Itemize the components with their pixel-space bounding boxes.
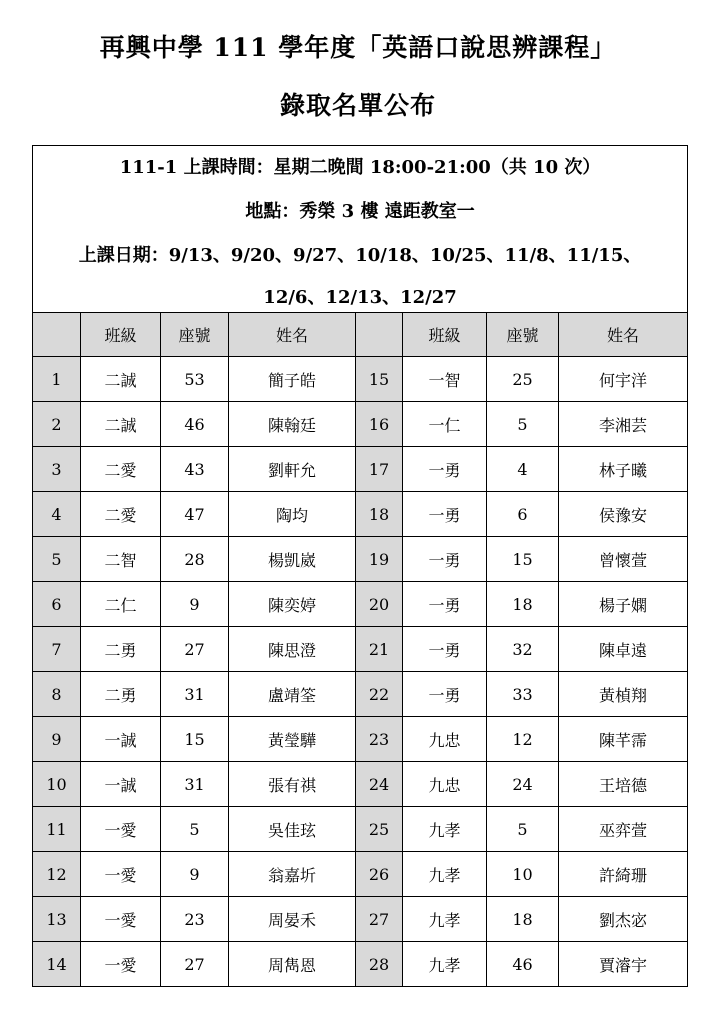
table-row [33,717,688,762]
class-cell: 二誠 [81,357,161,402]
class-cell: 九孝 [403,897,487,942]
row-number: 28 [356,942,403,987]
row-number: 12 [33,852,81,897]
name-cell: 陶均 [229,492,356,537]
name-cell: 侯豫安 [559,492,688,537]
row-number: 6 [33,582,81,627]
table-row [33,942,688,987]
table-row [33,492,688,537]
seat-cell: 23 [161,897,229,942]
table-row [33,807,688,852]
name-cell: 周雋恩 [229,942,356,987]
name-cell: 陳思澄 [229,627,356,672]
row-number: 27 [356,897,403,942]
header-no [356,313,403,357]
seat-cell: 5 [161,807,229,852]
row-number: 22 [356,672,403,717]
class-cell: 二智 [81,537,161,582]
class-cell: 二勇 [81,672,161,717]
header-seat: 座號 [487,313,559,357]
seat-cell: 5 [487,807,559,852]
name-cell: 劉杰宓 [559,897,688,942]
name-cell: 曾懷萱 [559,537,688,582]
table-row [33,357,688,402]
class-cell: 二仁 [81,582,161,627]
name-cell: 張有祺 [229,762,356,807]
row-number: 11 [33,807,81,852]
seat-cell: 10 [487,852,559,897]
table-header [33,313,688,357]
class-dates: 上課日期：9/13、9/20、9/27、10/18、10/25、11/8、11/15、 [78,245,642,266]
table-row [33,627,688,672]
row-number: 10 [33,762,81,807]
name-cell: 周晏禾 [229,897,356,942]
class-cell: 二誠 [81,402,161,447]
row-number: 21 [356,627,403,672]
name-cell: 楊凱崴 [229,537,356,582]
row-number: 4 [33,492,81,537]
row-number: 23 [356,717,403,762]
seat-cell: 46 [487,942,559,987]
name-cell: 許綺珊 [559,852,688,897]
name-cell: 陳卓遠 [559,627,688,672]
table-row [33,402,688,447]
row-number: 14 [33,942,81,987]
class-dates-cont: 12/6、12/13、12/27 [263,287,457,308]
header-name: 姓名 [229,313,356,357]
header-class: 班級 [81,313,161,357]
class-cell: 九孝 [403,942,487,987]
class-cell: 九孝 [403,807,487,852]
seat-cell: 5 [487,402,559,447]
name-cell: 何宇洋 [559,357,688,402]
seat-cell: 43 [161,447,229,492]
document-title: 再興中學 111 學年度「英語口說思辨課程」 [99,33,617,62]
row-number: 13 [33,897,81,942]
name-cell: 陳芊霈 [559,717,688,762]
class-cell: 一勇 [403,447,487,492]
header-class: 班級 [403,313,487,357]
row-number: 3 [33,447,81,492]
table-row [33,537,688,582]
seat-cell: 25 [487,357,559,402]
seat-cell: 53 [161,357,229,402]
course-info [33,146,688,313]
class-cell: 一勇 [403,582,487,627]
name-cell: 盧靖筌 [229,672,356,717]
table-row [33,582,688,627]
table-row [33,897,688,942]
table-row [33,852,688,897]
seat-cell: 18 [487,897,559,942]
header-name: 姓名 [559,313,688,357]
class-cell: 九忠 [403,762,487,807]
class-cell: 一智 [403,357,487,402]
seat-cell: 4 [487,447,559,492]
seat-cell: 27 [161,942,229,987]
class-cell: 二愛 [81,447,161,492]
class-cell: 一勇 [403,492,487,537]
class-cell: 一勇 [403,537,487,582]
class-cell: 一愛 [81,807,161,852]
seat-cell: 6 [487,492,559,537]
row-number: 19 [356,537,403,582]
row-number: 26 [356,852,403,897]
name-cell: 黃瑩驊 [229,717,356,762]
class-cell: 一誠 [81,717,161,762]
document-subtitle: 錄取名單公布 [279,91,436,120]
table-row [33,762,688,807]
row-number: 25 [356,807,403,852]
name-cell: 吳佳玹 [229,807,356,852]
class-cell: 一勇 [403,672,487,717]
row-number: 8 [33,672,81,717]
name-cell: 劉軒允 [229,447,356,492]
name-cell: 翁嘉圻 [229,852,356,897]
seat-cell: 12 [487,717,559,762]
seat-cell: 15 [487,537,559,582]
name-cell: 陳翰廷 [229,402,356,447]
row-number: 15 [356,357,403,402]
row-number: 24 [356,762,403,807]
class-cell: 一誠 [81,762,161,807]
class-time: 111-1 上課時間：星期二晚間 18:00-21:00（共 10 次） [119,157,601,178]
seat-cell: 46 [161,402,229,447]
name-cell: 李湘芸 [559,402,688,447]
table-row [33,447,688,492]
row-number: 16 [356,402,403,447]
seat-cell: 32 [487,627,559,672]
row-number: 5 [33,537,81,582]
class-cell: 一仁 [403,402,487,447]
name-cell: 林子曦 [559,447,688,492]
class-cell: 一愛 [81,942,161,987]
location: 地點：秀榮 3 樓 遠距教室一 [245,201,475,222]
row-number: 1 [33,357,81,402]
seat-cell: 28 [161,537,229,582]
row-number: 7 [33,627,81,672]
seat-cell: 9 [161,852,229,897]
header-seat: 座號 [161,313,229,357]
name-cell: 簡子皓 [229,357,356,402]
name-cell: 王培德 [559,762,688,807]
class-cell: 九孝 [403,852,487,897]
class-cell: 一愛 [81,897,161,942]
name-cell: 黃楨翔 [559,672,688,717]
table-row [33,672,688,717]
seat-cell: 9 [161,582,229,627]
row-number: 20 [356,582,403,627]
row-number: 17 [356,447,403,492]
row-number: 9 [33,717,81,762]
name-cell: 楊子嫻 [559,582,688,627]
seat-cell: 47 [161,492,229,537]
seat-cell: 33 [487,672,559,717]
row-number: 18 [356,492,403,537]
seat-cell: 18 [487,582,559,627]
seat-cell: 31 [161,672,229,717]
seat-cell: 31 [161,762,229,807]
seat-cell: 15 [161,717,229,762]
class-cell: 一勇 [403,627,487,672]
class-cell: 一愛 [81,852,161,897]
class-cell: 二愛 [81,492,161,537]
seat-cell: 24 [487,762,559,807]
header-no [33,313,81,357]
class-cell: 二勇 [81,627,161,672]
row-number: 2 [33,402,81,447]
seat-cell: 27 [161,627,229,672]
class-cell: 九忠 [403,717,487,762]
name-cell: 巫弈萱 [559,807,688,852]
name-cell: 賈濬宇 [559,942,688,987]
name-cell: 陳奕婷 [229,582,356,627]
admission-table [32,145,688,987]
